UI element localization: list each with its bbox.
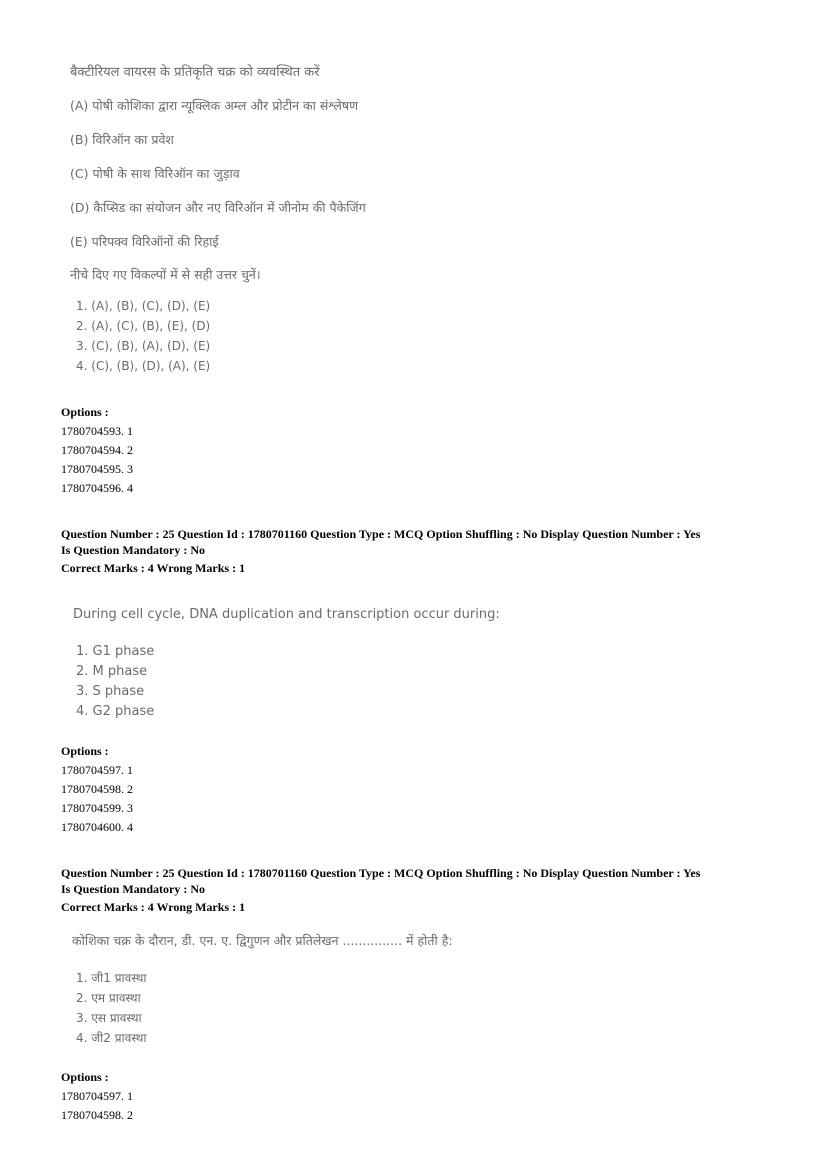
option-id: 1780704598. 2 bbox=[61, 1108, 133, 1122]
question-3-choice-list bbox=[76, 968, 453, 1048]
option-id: 1780704593. 1 bbox=[61, 424, 133, 438]
marks-line: Correct Marks : 4 Wrong Marks : 1 bbox=[61, 900, 246, 914]
question-mandatory-line: Is Question Mandatory : No bbox=[61, 543, 206, 557]
question-3-choice: 1. जी1 प्रावस्था bbox=[76, 971, 147, 985]
question-1-statement-a: (A) पोषी कोशिका द्वारा न्यूक्लिक अम्ल और प्रोटीन का संश्लेषण bbox=[70, 98, 359, 113]
option-id: 1780704596. 4 bbox=[61, 481, 133, 495]
question-info-line: Question Number : 25 Question Id : 1780701160 Question Type : MCQ Option Shuffling : No Display Question Number : Yes bbox=[61, 527, 701, 541]
question-3-stem: कोशिका चक्र के दौरान, डी. एन. ए. द्विगुणन और प्रतिलेखन ............... में होती है: bbox=[72, 933, 453, 948]
question-3-choice: 4. जी2 प्रावस्था bbox=[76, 1031, 147, 1045]
question-1-stem: बैक्टीरियल वायरस के प्रतिकृति चक्र को व्यवस्थित करें bbox=[70, 65, 320, 80]
option-id: 1780704598. 2 bbox=[61, 782, 133, 796]
question-1-statement-d: (D) कैप्सिड का संयोजन और नए विरिऑन में जीनोम की पैकेजिंग bbox=[70, 200, 366, 215]
option-id: 1780704599. 3 bbox=[61, 801, 133, 815]
option-id: 1780704594. 2 bbox=[61, 443, 133, 457]
question-1-choice: 2. (A), (C), (B), (E), (D) bbox=[76, 319, 211, 333]
option-id: 1780704597. 1 bbox=[61, 1089, 133, 1103]
question-1-image bbox=[70, 66, 366, 376]
question-2-choice-list bbox=[76, 642, 500, 722]
question-1-statement-e: (E) परिपक्व विरिऑनों की रिहाई bbox=[70, 234, 219, 249]
question-2-choice: 2. M phase bbox=[76, 664, 148, 679]
question-info-line: Question Number : 25 Question Id : 1780701160 Question Type : MCQ Option Shuffling : No Display Question Number : Yes bbox=[61, 866, 701, 880]
marks-line: Correct Marks : 4 Wrong Marks : 1 bbox=[61, 561, 246, 575]
question-3-meta bbox=[61, 865, 781, 915]
options-block-3 bbox=[61, 1068, 133, 1125]
options-block-2 bbox=[61, 742, 133, 837]
question-1-choice-list bbox=[76, 296, 366, 376]
options-label: Options : bbox=[61, 744, 109, 758]
question-1-choice: 4. (C), (B), (D), (A), (E) bbox=[76, 359, 211, 373]
question-mandatory-line: Is Question Mandatory : No bbox=[61, 882, 206, 896]
question-2-image bbox=[73, 608, 500, 722]
question-2-choice: 1. G1 phase bbox=[76, 644, 155, 659]
question-2-choice: 3. S phase bbox=[76, 684, 145, 699]
options-label: Options : bbox=[61, 1070, 109, 1084]
option-id: 1780704600. 4 bbox=[61, 820, 133, 834]
options-block-1 bbox=[61, 403, 133, 498]
question-2-meta bbox=[61, 526, 781, 576]
question-2-stem: During cell cycle, DNA duplication and transcription occur during: bbox=[73, 607, 500, 622]
question-1-choice: 3. (C), (B), (A), (D), (E) bbox=[76, 339, 211, 353]
option-id: 1780704595. 3 bbox=[61, 462, 133, 476]
question-1-choice: 1. (A), (B), (C), (D), (E) bbox=[76, 299, 211, 313]
options-label: Options : bbox=[61, 405, 109, 419]
question-1-instruction: नीचे दिए गए विकल्पों में से सही उत्तर चुनें। bbox=[70, 267, 261, 282]
question-3-choice: 2. एम प्रावस्था bbox=[76, 991, 141, 1005]
question-3-image bbox=[72, 934, 453, 1048]
option-id: 1780704597. 1 bbox=[61, 763, 133, 777]
question-2-choice: 4. G2 phase bbox=[76, 704, 155, 719]
question-1-statement-c: (C) पोषी के साथ विरिऑन का जुड़ाव bbox=[70, 166, 240, 181]
question-3-choice: 3. एस प्रावस्था bbox=[76, 1011, 142, 1025]
question-1-statement-b: (B) विरिऑन का प्रवेश bbox=[70, 132, 174, 147]
